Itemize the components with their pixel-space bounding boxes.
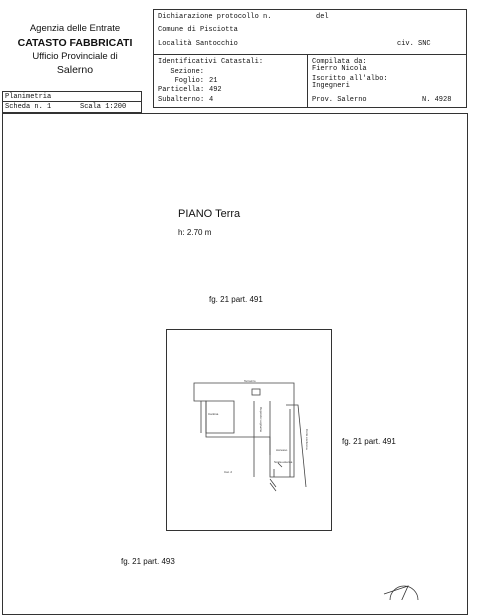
albo-label: Iscritto all'albo: bbox=[312, 75, 388, 83]
identifiers-title: Identificativi Catastali: bbox=[158, 58, 264, 66]
prov-label: Prov. Salerno bbox=[312, 96, 367, 104]
comune-label: Comune di Pisciotta bbox=[158, 26, 238, 34]
catasto-title: CATASTO FABBRICATI bbox=[17, 37, 133, 49]
sezione-label: Sezione: bbox=[170, 68, 204, 76]
scheda-label: Scheda n. 1 bbox=[5, 103, 52, 111]
floor-plan bbox=[166, 329, 332, 531]
compiled-name: Fierro Nicola bbox=[312, 65, 367, 73]
civico-label: civ. SNC bbox=[397, 40, 431, 48]
protocol-label: Dichiarazione protocollo n. bbox=[158, 13, 272, 21]
cantina-walls bbox=[206, 401, 234, 433]
subalterno-value: 4 bbox=[209, 96, 214, 104]
right-strip bbox=[286, 405, 306, 487]
neighbor-bottom: fg. 21 part. 493 bbox=[121, 557, 175, 566]
foglio-value: 21 bbox=[209, 77, 218, 85]
room-label-cat: Cat. 2 bbox=[224, 470, 233, 474]
del-label: del bbox=[316, 13, 329, 21]
compiled-label: Compilata da: bbox=[312, 58, 367, 66]
sheet-info-divider bbox=[2, 101, 141, 102]
particella-label: Particella: bbox=[158, 86, 205, 94]
planimetria-label: Planimetria bbox=[5, 93, 52, 101]
neighbor-right: fg. 21 part. 491 bbox=[342, 437, 396, 446]
top-chimney bbox=[252, 389, 260, 395]
scala-label: Scala 1:200 bbox=[80, 103, 127, 111]
neighbor-top: fg. 21 part. 491 bbox=[209, 295, 263, 304]
agency-name: Agenzia delle Entrate bbox=[29, 23, 121, 34]
office-city: Salerno bbox=[56, 64, 94, 76]
room-label-cantina: Cantina bbox=[208, 412, 219, 416]
albo-value: Ingegneri bbox=[312, 82, 350, 90]
stair-mark bbox=[270, 479, 276, 491]
agency-block bbox=[0, 22, 150, 77]
foglio-label: Foglio: bbox=[174, 77, 204, 85]
registration-number: N. 4928 bbox=[422, 96, 452, 104]
localita-label: Località Santocchio bbox=[158, 40, 238, 48]
floor-height: h: 2.70 m bbox=[178, 228, 212, 237]
particella-value: 492 bbox=[209, 86, 222, 94]
room-label-terrace: Terrazzo bbox=[244, 379, 256, 383]
room-label-accesso: Accesso bbox=[276, 448, 288, 452]
subalterno-label: Subalterno: bbox=[158, 96, 205, 104]
office-label: Ufficio Provinciale di bbox=[32, 51, 118, 62]
floor-title: PIANO Terra bbox=[178, 208, 241, 220]
door-mark bbox=[274, 463, 282, 477]
room-label-scala-esterna: Scala esterna bbox=[274, 460, 293, 464]
room-label-corte: Corte esclusiva bbox=[305, 429, 309, 450]
north-arrow-icon bbox=[378, 580, 428, 600]
room-label-deposito: Deposito Legname bbox=[259, 407, 263, 433]
identifiers-divider bbox=[307, 54, 308, 107]
